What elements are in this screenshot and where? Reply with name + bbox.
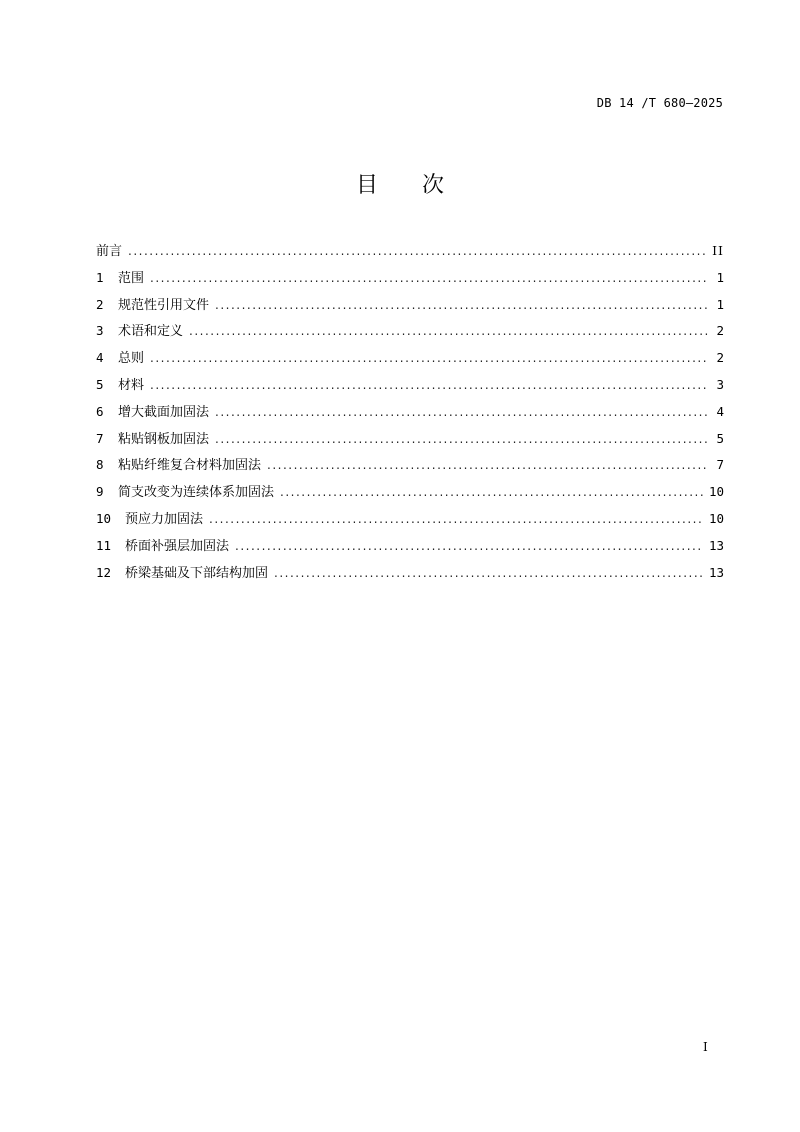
toc-entry-title: 材料 (118, 377, 145, 393)
toc-entry-4[interactable] (96, 345, 724, 372)
toc-entry-number: 4 (96, 350, 104, 366)
toc-entry-title: 粘贴钢板加固法 (118, 431, 210, 447)
toc-entry-11[interactable] (96, 533, 724, 560)
toc-leader-dots (128, 238, 706, 265)
document-code: DB 14 /T 680—2025 (596, 96, 723, 110)
toc-entry-page: 4 (716, 403, 724, 419)
toc-entry-number: 11 (96, 537, 112, 553)
toc-entry-number: 1 (96, 269, 104, 285)
toc-leader-dots (189, 318, 708, 345)
toc-entry-page: 1 (716, 296, 724, 312)
toc-entry-number: 2 (96, 296, 104, 312)
toc-entry-title: 桥梁基础及下部结构加固 (125, 565, 269, 581)
toc-entry-page: 5 (716, 430, 724, 446)
toc-entry-title: 简支改变为连续体系加固法 (118, 485, 275, 501)
toc-entry-title: 总则 (118, 351, 145, 367)
toc-entry-page: 2 (716, 323, 724, 339)
toc-leader-dots (215, 399, 708, 426)
toc-entry-12[interactable] (96, 560, 724, 587)
toc-entry-number: 7 (96, 430, 104, 446)
toc-leader-dots (209, 506, 703, 533)
toc-entry-title: 范围 (118, 270, 145, 286)
toc-entry-page: 10 (708, 484, 724, 500)
toc-entry-page: 7 (716, 457, 724, 473)
toc-leader-dots (274, 560, 703, 587)
toc-entry-7[interactable] (96, 426, 724, 453)
toc-entry-foreword[interactable] (96, 238, 724, 265)
toc-leader-dots (215, 292, 708, 319)
toc-entry-number: 6 (96, 403, 104, 419)
title-char-1: 目 (355, 173, 378, 198)
toc-entry-10[interactable] (96, 506, 724, 533)
toc-entry-page: 10 (708, 510, 724, 526)
toc-entry-title: 桥面补强层加固法 (125, 538, 230, 554)
toc-entry-6[interactable] (96, 399, 724, 426)
toc-entry-title: 粘贴纤维复合材料加固法 (118, 458, 262, 474)
toc-entry-number: 9 (96, 484, 104, 500)
toc-entry-number: 12 (96, 564, 112, 580)
toc-entry-page: 3 (716, 376, 724, 392)
toc-entry-page: II (712, 243, 724, 258)
toc-leader-dots (150, 265, 708, 292)
toc-leader-dots (280, 479, 703, 506)
page-title (0, 168, 800, 199)
table-of-contents (96, 238, 724, 586)
toc-entry-number: 8 (96, 457, 104, 473)
toc-entry-3[interactable] (96, 318, 724, 345)
toc-entry-title: 术语和定义 (118, 324, 184, 340)
toc-entry-1[interactable] (96, 265, 724, 292)
toc-entry-page: 2 (716, 350, 724, 366)
toc-leader-dots (150, 345, 708, 372)
toc-entry-page: 1 (716, 269, 724, 285)
toc-leader-dots (267, 452, 708, 479)
toc-entry-title: 预应力加固法 (125, 511, 204, 527)
toc-entry-5[interactable] (96, 372, 724, 399)
toc-entry-8[interactable] (96, 452, 724, 479)
toc-entry-number: 5 (96, 376, 104, 392)
toc-entry-title: 规范性引用文件 (118, 297, 210, 313)
toc-leader-dots (235, 533, 703, 560)
title-char-2: 次 (422, 173, 445, 198)
toc-entry-title: 前言 (96, 244, 123, 259)
toc-entry-page: 13 (708, 564, 724, 580)
page-number: I (703, 1040, 708, 1054)
toc-entry-9[interactable] (96, 479, 724, 506)
toc-leader-dots (215, 426, 708, 453)
toc-entry-number: 3 (96, 323, 104, 339)
toc-entry-number: 10 (96, 510, 112, 526)
toc-entry-title: 增大截面加固法 (118, 404, 210, 420)
toc-entry-page: 13 (708, 537, 724, 553)
toc-entry-2[interactable] (96, 292, 724, 319)
toc-leader-dots (150, 372, 708, 399)
